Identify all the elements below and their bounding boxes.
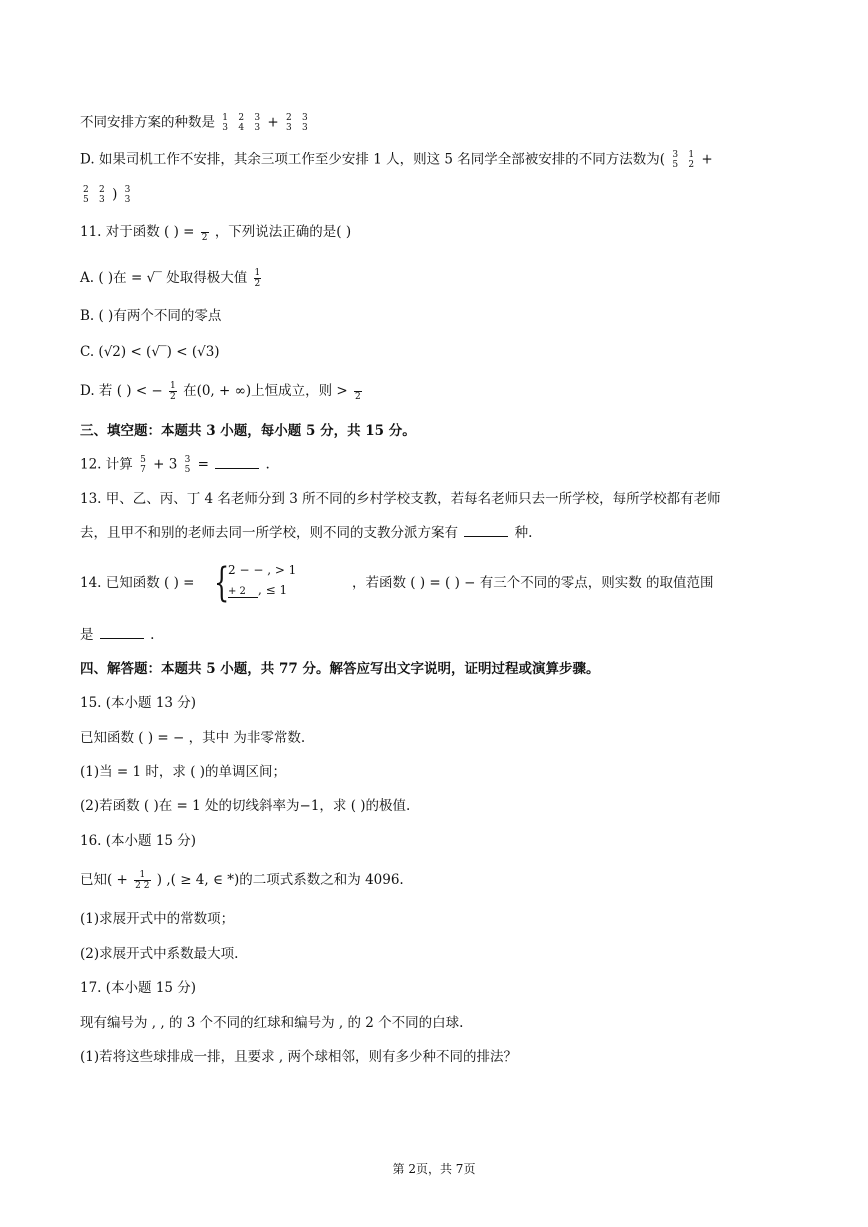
question-12 bbox=[80, 455, 270, 475]
question-17-part1: (1)若将这些球排成一排，且要求 , 两个球相邻，则有多少种不同的排法？ bbox=[80, 1049, 517, 1065]
text: = bbox=[197, 456, 209, 473]
question-16-stem bbox=[80, 870, 404, 891]
question-17: 17. (本小题 15 分) bbox=[80, 980, 197, 996]
answer-blank[interactable] bbox=[215, 456, 259, 469]
question-14-cont bbox=[80, 626, 154, 644]
question-14 bbox=[80, 574, 194, 592]
question-15-part1: (1)当 = 1 时，求 ( )的单调区间； bbox=[80, 764, 287, 780]
option-d bbox=[80, 150, 713, 170]
question-13: 13. 甲、乙、丙、丁 4 名老师分到 3 所不同的乡村学校支教，若每名老师只去一所学校，每所学校都有老师 bbox=[80, 491, 721, 507]
question-14-tail: ，若函数 ( ) = ( ) − 有三个不同的零点，则实数 的取值范围 bbox=[352, 575, 714, 591]
text: C. (√2) < (√‾) < (√3) bbox=[80, 344, 220, 360]
text: 11. 对于函数 ( ) = bbox=[80, 224, 195, 240]
answer-blank[interactable] bbox=[464, 524, 508, 537]
answer-blank[interactable] bbox=[100, 626, 144, 639]
text: 14. 已知函数 ( ) = bbox=[80, 575, 195, 591]
fraction: $\frac{1}{2}$ bbox=[170, 381, 176, 402]
combination-symbol: 2 4 bbox=[238, 113, 245, 133]
text: B. ( )有两个不同的零点 bbox=[80, 308, 222, 324]
text: ，下列说法正确的是( ) bbox=[214, 224, 352, 240]
text: . bbox=[150, 627, 155, 643]
text-line bbox=[80, 113, 311, 133]
question-16-part2: (2)求展开式中系数最大项. bbox=[80, 946, 239, 962]
combination-symbol: 1 3 bbox=[222, 113, 229, 133]
combination-symbol: 2 3 bbox=[99, 185, 105, 205]
text: ) ,( ≥ 4, ∈ *)的二项式系数之和为 4096. bbox=[156, 872, 404, 888]
text: A. ( )在 = √‾ 处取得极大值 bbox=[80, 270, 248, 286]
question-13-cont bbox=[80, 524, 532, 542]
text: + 3 bbox=[153, 456, 178, 473]
option-a bbox=[80, 268, 263, 289]
question-15-part2: (2)若函数 ( )在 = 1 处的切线斜率为−1，求 ( )的极值. bbox=[80, 798, 411, 814]
fraction: $\frac{1}{2}$ bbox=[254, 268, 261, 289]
fraction: 2 bbox=[354, 381, 362, 402]
combination-symbol: 3 3 bbox=[254, 113, 261, 133]
page-footer: 第 2页，共 7页 bbox=[392, 1162, 476, 1176]
combination-symbol: 2 5 bbox=[83, 185, 89, 205]
combination-symbol: 3 3 bbox=[302, 113, 308, 133]
option-d-q11 bbox=[80, 381, 364, 402]
text: D. 若 ( ) < − bbox=[80, 383, 163, 399]
text: 已知( + bbox=[80, 872, 128, 888]
question-15: 15. (本小题 13 分) bbox=[80, 695, 197, 711]
text: 不同安排方案的种数是 bbox=[80, 114, 215, 131]
text: + bbox=[267, 114, 279, 131]
combination-symbol: 3 5 bbox=[184, 455, 191, 475]
fraction: $\frac{1}{2 2}$ bbox=[135, 870, 150, 891]
combination-symbol: 1 2 bbox=[688, 150, 695, 170]
question-16: 16. (本小题 15 分) bbox=[80, 833, 197, 849]
option-b bbox=[80, 307, 221, 325]
question-11 bbox=[80, 222, 351, 243]
text: 是 bbox=[80, 627, 94, 643]
section-heading: 三、填空题：本题共 3 小题，每小题 5 分，共 15 分。 bbox=[80, 423, 416, 439]
text: . bbox=[265, 456, 270, 473]
section-heading: 四、解答题：本题共 5 小题，共 77 分。解答应写出文字说明，证明过程或演算步骤。 bbox=[80, 661, 600, 677]
text: 12. 计算 bbox=[80, 456, 133, 473]
question-17-stem: 现有编号为 , , 的 3 个不同的红球和编号为 , 的 2 个不同的白球. bbox=[80, 1015, 464, 1031]
question-16-part1: (1)求展开式中的常数项； bbox=[80, 911, 235, 927]
case-2: + 2 , ≤ 1 bbox=[228, 583, 288, 597]
option-c bbox=[80, 343, 220, 361]
question-15-stem: 已知函数 ( ) = − ，其中 为非零常数. bbox=[80, 730, 306, 746]
combination-symbol: 3 3 bbox=[124, 185, 131, 205]
text: ) bbox=[112, 186, 118, 203]
option-d-cont bbox=[80, 185, 133, 205]
text: 在(0, + ∞)上恒成立，则 > bbox=[183, 383, 348, 399]
text: 去，且甲不和别的老师去同一所学校，则不同的支教分派方案有 bbox=[80, 525, 458, 541]
text: D. 如果司机工作不安排，其余三项工作至少安排 1 人，则这 5 名同学全部被安排的不同方法数为( bbox=[80, 151, 666, 168]
fraction: 2 bbox=[201, 222, 209, 243]
text: 种. bbox=[514, 525, 533, 541]
combination-symbol: 3 5 bbox=[672, 150, 679, 170]
combination-symbol: 2 3 bbox=[286, 113, 292, 133]
permutation-symbol: 5 7 bbox=[140, 455, 146, 475]
brace: { bbox=[214, 560, 230, 606]
case-1: 2 − − , > 1 bbox=[228, 563, 297, 577]
text: + bbox=[701, 151, 713, 168]
